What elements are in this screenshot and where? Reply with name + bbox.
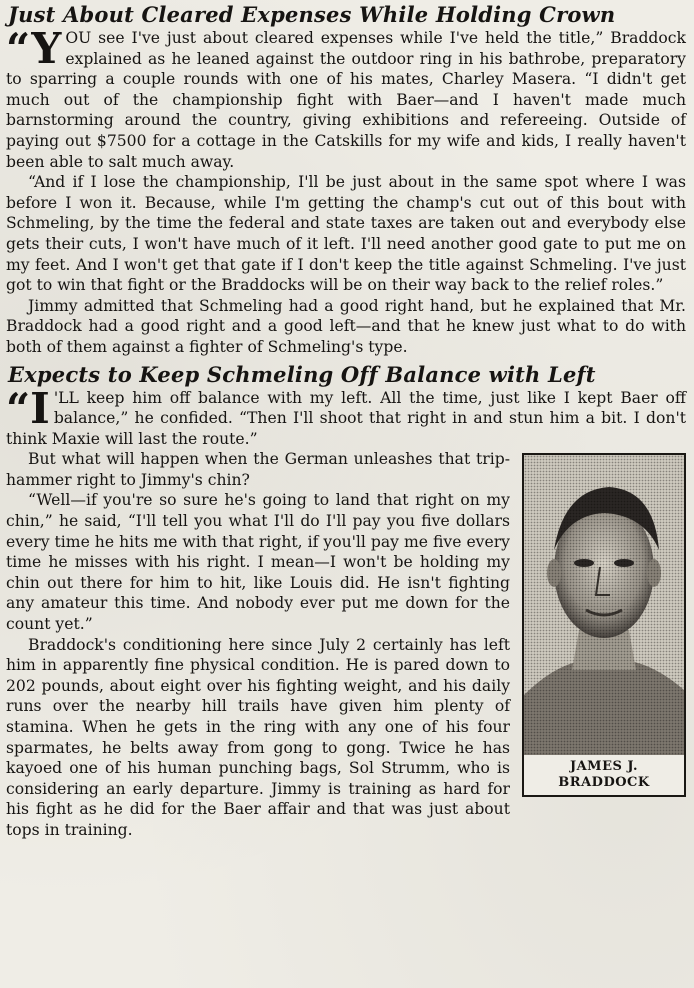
drop-cap-1: “Y bbox=[6, 24, 62, 73]
paragraph-4-text: 'LL keep him off balance with my left. All the time, just like I kept Baer off balance,” he confided. “Then I'll shoot that right in and stun him a bit. I don't think Maxie will last the route.” bbox=[6, 388, 686, 448]
paragraph-1-text: OU see I've just about cleared expenses while I've held the title,” Braddock explained as he leaned against the outdoor ring in his bathrobe, preparatory to sparring a couple rounds with one of his mates, Charley Masera. “I didn't get much out of the championship fight with Baer—and I haven't made much barnstorming around the country, giving exhibitions and refereeing. Outside of paying out $7500 for a cottage in the Catskills for my wife and kids, I really haven't been able to salt much away. bbox=[6, 29, 686, 171]
drop-cap-2: “I bbox=[6, 383, 50, 433]
paragraph-7: Braddock's conditioning here since July 2 certainly has left him in apparently fine physical condition. He is pared down to 202 pounds, about eight over his fighting weight, and his daily runs over the nearby hill trails have given him plenty of stamina. When he gets in the ring with any one of his four sparmates, he belts away from gong to gong. Twice he has kayoed one of his human punching bags, Sol Strumm, who is considering an early departure. Jimmy is training as hard for his fight as he did for the Baer affair and that was just about tops in training. bbox=[6, 635, 510, 839]
portrait-photo bbox=[524, 455, 684, 755]
paragraph-2: “And if I lose the championship, I'll be just about in the same spot where I was before I won it. Because, while I'm getting the champ's cut out of this bout with Schmeling, by the time the federal and state taxes are taken out and everybody else gets their cuts, I won't have much of it left. I'll need another good gate to put me on my feet. And I won't get that gate if I don't keep the title against Schmeling. I've just got to win that fight or the Braddocks will be on their way back to the relief roles.” bbox=[6, 173, 686, 295]
photo-caption bbox=[524, 755, 684, 795]
portrait-photo-box bbox=[522, 453, 686, 797]
caption-line-1: JAMES J. bbox=[569, 759, 639, 775]
headline-cleared-expenses: Just About Cleared Expenses While Holding Crown bbox=[8, 2, 616, 27]
paragraph-3: Jimmy admitted that Schmeling had a good right hand, but he explained that Mr. Braddock had a good right and a good left—and that he knew just what to do with both of them against a fighter of Schmeling's type. bbox=[6, 296, 686, 356]
caption-line-2: BRADDOCK bbox=[558, 775, 650, 791]
paragraph-6: “Well—if you're so sure he's going to land that right on my chin,” he said, “I'll tell you what I'll do I'll pay you five dollars every time he hits me with that right, if you'll pay me five every time he misses with his right. I mean—I won't be holding my chin out there for him to hit, like Louis did. He isn't fighting any amateur this time. And nobody ever put me down for the count yet.” bbox=[6, 491, 510, 634]
headline-off-balance: Expects to Keep Schmeling Off Balance with Left bbox=[8, 361, 596, 387]
paragraph-5: But what will happen when the German unleashes that trip-hammer right to Jimmy's chin? bbox=[6, 450, 510, 489]
paragraph-1 bbox=[6, 24, 686, 172]
paragraph-4 bbox=[6, 383, 686, 450]
